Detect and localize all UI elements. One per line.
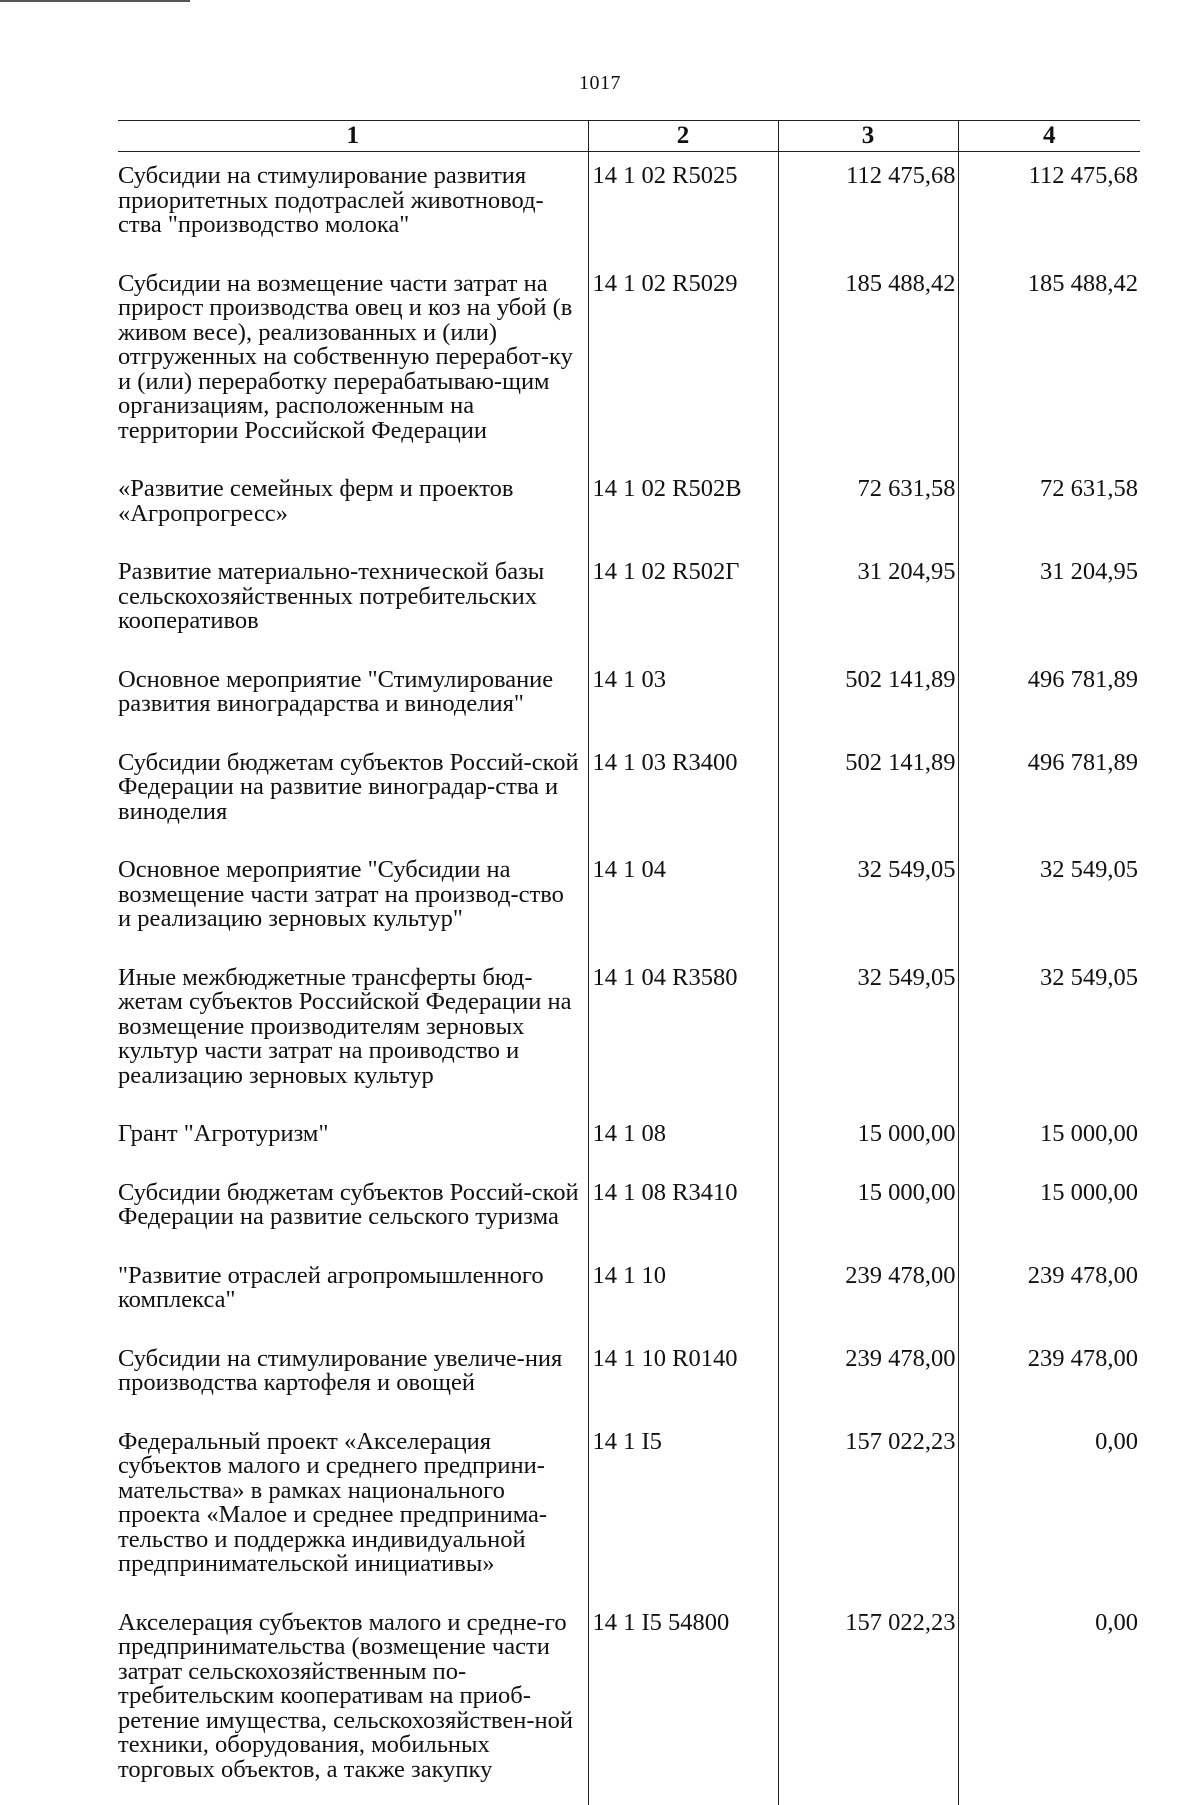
row-amount-col4: 32 549,05	[958, 847, 1140, 955]
row-code: 14 1 08	[588, 1111, 778, 1170]
page-number: 1017	[0, 72, 1200, 95]
table-row	[118, 1253, 1140, 1336]
row-description: Акселерация субъектов малого и средне-го предпринимательства (возмещение части затрат сельскохозяйственным по-требительским кооперативам на приоб-ретение имущества, сельскохозяйствен-ной техники, оборудования, мобильных торговых объектов, а также закупку	[118, 1600, 588, 1805]
row-description: Федеральный проект «Акселерация субъектов малого и среднего предприни-мательства» в рамках национального проекта «Малое и среднее предпринима-тельство и поддержка индивидуальной предпринимательской инициативы»	[118, 1419, 588, 1600]
row-amount-col3: 157 022,23	[778, 1600, 958, 1805]
row-description: Основное мероприятие "Субсидии на возмещение части затрат на производ-ство и реализацию зерновых культур"	[118, 847, 588, 955]
row-description: Субсидии бюджетам субъектов Россий-ской Федерации на развитие сельского туризма	[118, 1170, 588, 1253]
row-code: 14 1 10	[588, 1253, 778, 1336]
row-amount-col3: 72 631,58	[778, 466, 958, 549]
header-col-1: 1	[118, 121, 588, 152]
row-amount-col4: 185 488,42	[958, 261, 1140, 467]
row-amount-col4: 72 631,58	[958, 466, 1140, 549]
row-amount-col4: 15 000,00	[958, 1170, 1140, 1253]
row-code: 14 1 03 R3400	[588, 740, 778, 848]
table-row	[118, 657, 1140, 740]
table-row	[118, 152, 1140, 261]
table-row	[118, 466, 1140, 549]
table-row	[118, 549, 1140, 657]
table-row	[118, 1170, 1140, 1253]
header-col-2: 2	[588, 121, 778, 152]
row-amount-col4: 32 549,05	[958, 955, 1140, 1112]
row-code: 14 1 04	[588, 847, 778, 955]
budget-table-container	[118, 120, 1140, 1805]
row-description: Субсидии на возмещение части затрат на прирост производства овец и коз на убой (в живом весе), реализованных и (или) отгруженных на собственную переработ-ку и (или) переработку перерабатываю-щим организациям, расположенным на территории Российской Федерации	[118, 261, 588, 467]
budget-table	[118, 120, 1140, 1805]
row-amount-col4: 0,00	[958, 1600, 1140, 1805]
scan-edge-line	[0, 0, 190, 2]
row-code: 14 1 02 R5029	[588, 261, 778, 467]
table-row	[118, 1336, 1140, 1419]
row-code: 14 1 02 R5025	[588, 152, 778, 261]
table-row	[118, 1600, 1140, 1805]
row-code: 14 1 02 R502Г	[588, 549, 778, 657]
row-amount-col3: 112 475,68	[778, 152, 958, 261]
row-amount-col4: 496 781,89	[958, 657, 1140, 740]
row-amount-col3: 502 141,89	[778, 657, 958, 740]
row-code: 14 1 I5	[588, 1419, 778, 1600]
row-code: 14 1 02 R502В	[588, 466, 778, 549]
row-code: 14 1 04 R3580	[588, 955, 778, 1112]
row-amount-col4: 31 204,95	[958, 549, 1140, 657]
header-col-3: 3	[778, 121, 958, 152]
row-amount-col3: 32 549,05	[778, 955, 958, 1112]
row-description: Субсидии на стимулирование развития приоритетных подотраслей животновод-ства "производство молока"	[118, 152, 588, 261]
row-amount-col3: 157 022,23	[778, 1419, 958, 1600]
table-row	[118, 1111, 1140, 1170]
row-code: 14 1 03	[588, 657, 778, 740]
row-amount-col4: 0,00	[958, 1419, 1140, 1600]
row-amount-col3: 239 478,00	[778, 1336, 958, 1419]
table-row	[118, 261, 1140, 467]
row-description: Основное мероприятие "Стимулирование развития виноградарства и виноделия"	[118, 657, 588, 740]
row-amount-col3: 31 204,95	[778, 549, 958, 657]
row-amount-col3: 32 549,05	[778, 847, 958, 955]
row-description: Иные межбюджетные трансферты бюд-жетам субъектов Российской Федерации на возмещение производителям зерновых культур части затрат на проиводство и реализацию зерновых культур	[118, 955, 588, 1112]
row-code: 14 1 08 R3410	[588, 1170, 778, 1253]
row-description: Субсидии на стимулирование увеличе-ния производства картофеля и овощей	[118, 1336, 588, 1419]
row-code: 14 1 10 R0140	[588, 1336, 778, 1419]
table-row	[118, 955, 1140, 1112]
row-amount-col4: 15 000,00	[958, 1111, 1140, 1170]
row-amount-col3: 185 488,42	[778, 261, 958, 467]
row-amount-col4: 239 478,00	[958, 1336, 1140, 1419]
row-description: «Развитие семейных ферм и проектов «Агропрогресс»	[118, 466, 588, 549]
row-description: Развитие материально-технической базы сельскохозяйственных потребительских кооперативов	[118, 549, 588, 657]
row-description: Субсидии бюджетам субъектов Россий-ской Федерации на развитие виноградар-ства и виноделия	[118, 740, 588, 848]
row-amount-col4: 496 781,89	[958, 740, 1140, 848]
header-col-4: 4	[958, 121, 1140, 152]
table-row	[118, 1419, 1140, 1600]
row-description: Грант "Агротуризм"	[118, 1111, 588, 1170]
row-amount-col3: 239 478,00	[778, 1253, 958, 1336]
row-description: "Развитие отраслей агропромышленного комплекса"	[118, 1253, 588, 1336]
row-amount-col3: 15 000,00	[778, 1111, 958, 1170]
row-amount-col3: 15 000,00	[778, 1170, 958, 1253]
row-amount-col4: 239 478,00	[958, 1253, 1140, 1336]
row-code: 14 1 I5 54800	[588, 1600, 778, 1805]
table-row	[118, 740, 1140, 848]
row-amount-col4: 112 475,68	[958, 152, 1140, 261]
row-amount-col3: 502 141,89	[778, 740, 958, 848]
table-header-row	[118, 121, 1140, 152]
table-row	[118, 847, 1140, 955]
